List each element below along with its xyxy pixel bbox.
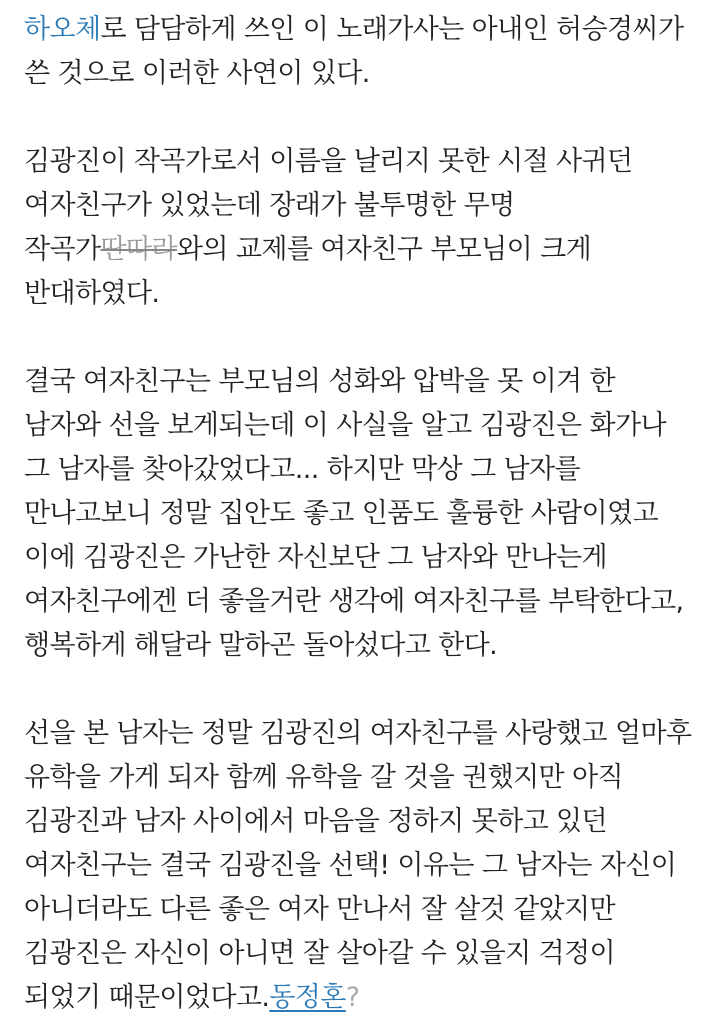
paragraph-1-text: 로 담담하게 쓰인 이 노래가사는 아내인 허승경씨가 쓴 것으로 이러한 사연이 있다. (24, 14, 684, 89)
link-haoche[interactable]: 하오체 (24, 14, 101, 45)
paragraph-4-text: 선을 본 남자는 정말 김광진의 여자친구를 사랑했고 얼마후 유학을 가게 되자 함께 유학을 갈 것을 권했지만 아직 김광진과 남자 사이에서 마음을 정하지 못하고 있던 여자친구는 결국 김광진을 선택! 이유는 그 남자는 자신이 아니더라도 다른 좋은 여자 만나서 잘 살것 같았지만 김광진은 자신이 아니면 잘 살아갈 수 있을지 걱정이 되었기 때문이었다고. (24, 718, 692, 1013)
paragraph-4 (24, 712, 696, 1020)
paragraph-1 (24, 8, 696, 96)
paragraph-3-text: 결국 여자친구는 부모님의 성화와 압박을 못 이겨 한 남자와 선을 보게되는데 이 사실을 알고 김광진은 화가나 그 남자를 찾아갔었다고... 하지만 막상 그 남자를 만나고보니 정말 집안도 좋고 인품도 훌륭한 사람이였고 이에 김광진은 가난한 자신보단 그 남자와 만나는게 여자친구에겐 더 좋을거란 생각에 여자친구를 부탁한다고, 행복하게 해달라 말하곤 돌아섰다고 한다. (24, 366, 684, 661)
paragraph-3 (24, 360, 696, 668)
paragraph-4-tail: ? (345, 982, 360, 1013)
paragraph-2 (24, 140, 696, 316)
link-dongjeonghon[interactable]: 동정혼 (269, 982, 346, 1013)
strikethrough-text: 딴따라 (100, 234, 177, 265)
paragraph-2-text-after: 와의 교제를 여자친구 부모님이 크게 반대하였다. (24, 234, 592, 309)
paragraph-2-text-before: 김광진이 작곡가로서 이름을 날리지 못한 시절 사귀던 여자친구가 있었는데 장래가 불투명한 무명 작곡가 (24, 146, 633, 265)
